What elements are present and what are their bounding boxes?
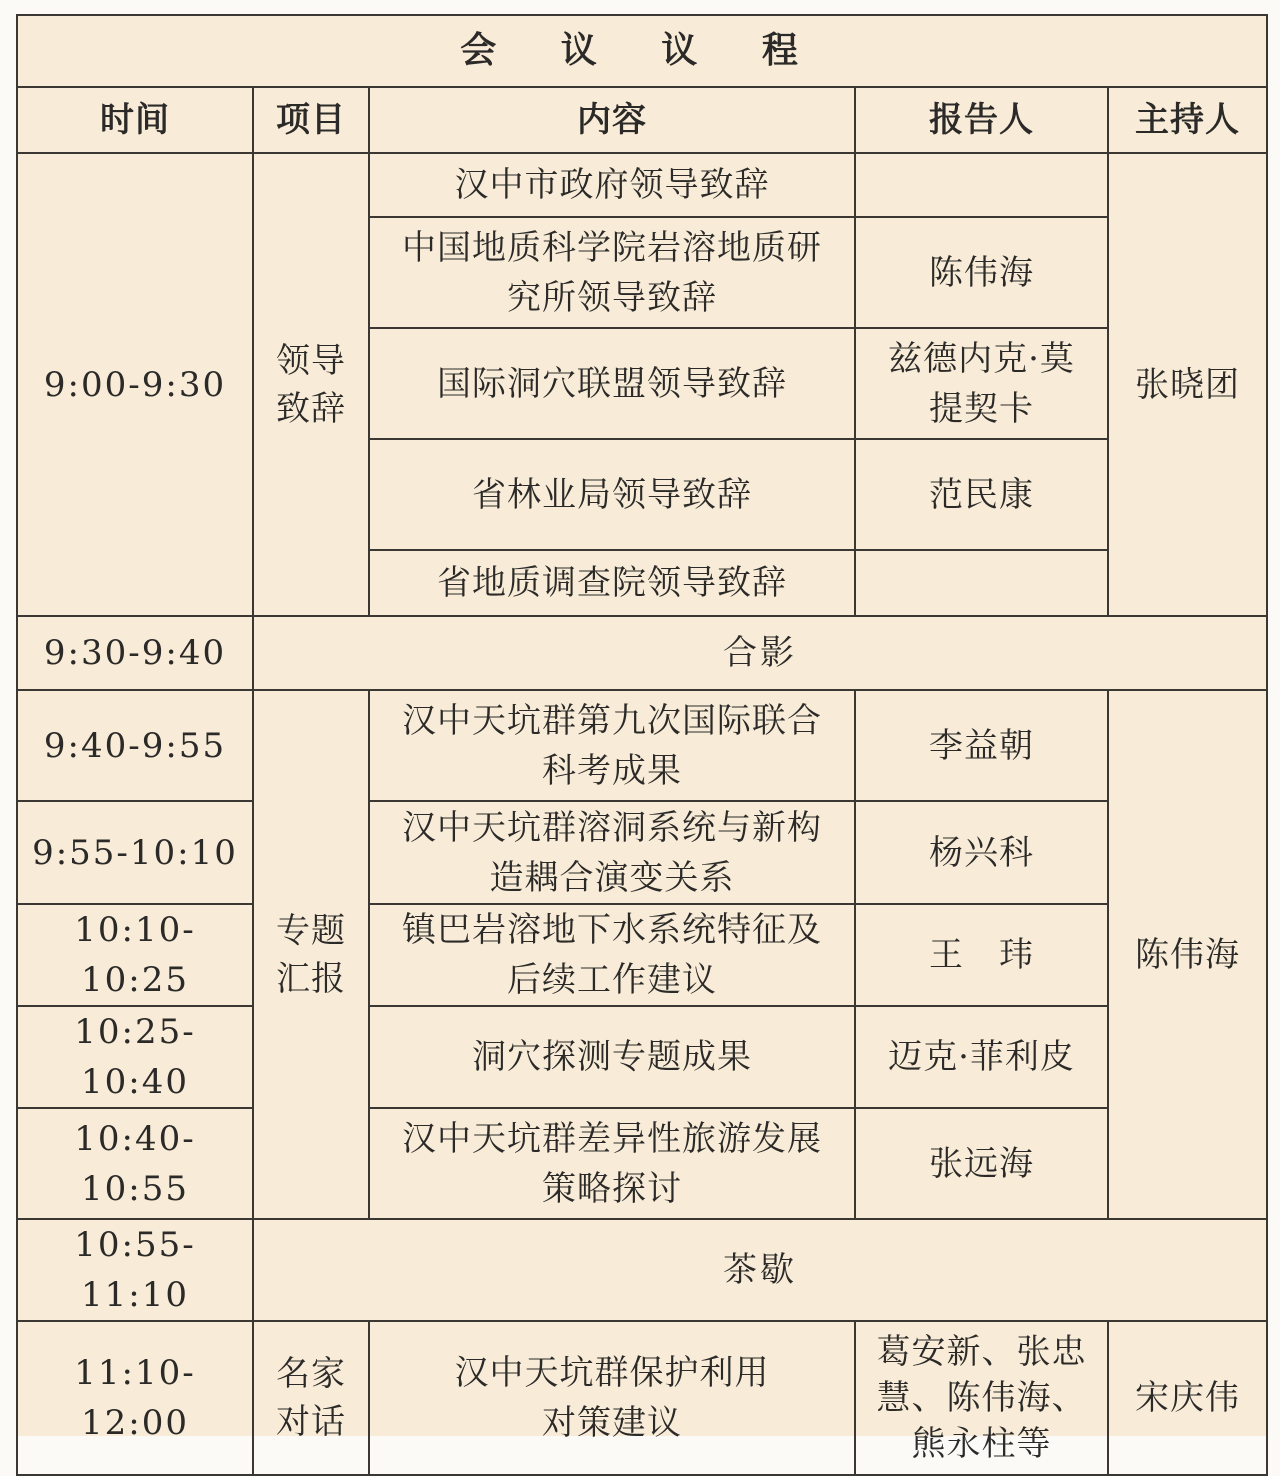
category-line: 领导 [276,340,346,381]
content-cell [369,1321,855,1475]
header-row [17,87,1267,153]
content-cell [369,904,855,1006]
reporter-cell [855,217,1108,328]
header-item: 项目 [253,87,369,153]
table-row [17,690,1267,801]
time-cell: 10:25-10:40 [17,1006,253,1108]
time-cell: 10:55-11:10 [17,1219,253,1321]
break-label: 合影 [253,616,1267,690]
reporter-cell [855,439,1108,550]
time-cell: 9:40-9:55 [17,690,253,801]
reporter-line: 范民康 [929,474,1034,515]
content-cell [369,1006,855,1108]
time-cell: 9:55-10:10 [17,801,253,904]
header-content: 内容 [369,87,855,153]
time-cell: 10:40-10:55 [17,1108,253,1219]
content-line: 汉中市政府领导致辞 [454,165,770,205]
reporter-cell [855,690,1108,801]
reporter-cell-empty [855,153,1108,217]
content-line: 策略探讨 [542,1168,682,1209]
category-line: 名家 [276,1354,346,1394]
reporter-line: 张远海 [929,1143,1034,1184]
header-reporter: 报告人 [855,87,1108,153]
table-row [17,616,1267,690]
reporter-line: 葛安新、张忠 [876,1332,1087,1372]
reporter-line: 杨兴科 [929,832,1034,873]
content-cell [369,153,855,217]
content-line: 汉中天坑群差异性旅游发展 [402,1118,822,1159]
content-line: 省林业局领导致辞 [472,474,752,515]
time-cell: 9:00-9:30 [17,153,253,616]
category-line: 汇报 [276,958,346,999]
content-line: 中国地质科学院岩溶地质研 [402,227,822,268]
content-line: 省地质调查院领导致辞 [437,563,787,603]
content-line: 汉中天坑群溶洞系统与新构 [402,807,822,848]
content-cell [369,550,855,616]
content-cell [369,1108,855,1219]
content-cell [369,439,855,550]
content-line: 镇巴岩溶地下水系统特征及 [402,910,822,950]
time-cell: 9:30-9:40 [17,616,253,690]
table-row [17,1006,1267,1108]
reporter-line: 陈伟海 [929,252,1034,293]
content-line: 洞穴探测专题成果 [472,1037,752,1077]
table-row [17,1108,1267,1219]
reporter-line: 兹德内克·莫 [888,338,1075,379]
content-line: 造耦合演变关系 [489,857,735,898]
category-cell [253,1321,369,1475]
agenda-table [16,14,1268,1476]
reporter-cell [855,801,1108,904]
table-row [17,1321,1267,1475]
time-cell: 10:10-10:25 [17,904,253,1006]
title-row [17,15,1267,87]
reporter-line: 王 玮 [929,935,1034,975]
reporter-cell [855,1006,1108,1108]
break-label: 茶歇 [253,1219,1267,1321]
reporter-cell [855,904,1108,1006]
agenda-title: 会 议 议 程 [17,15,1267,87]
reporter-cell [855,1321,1108,1475]
content-line: 汉中天坑群第九次国际联合 [402,700,822,741]
content-cell [369,217,855,328]
content-line: 汉中天坑群保护利用 [454,1353,770,1393]
table-row [17,153,1267,217]
category-line: 对话 [276,1402,346,1442]
agenda-sheet [16,14,1266,1464]
category-cell [253,153,369,616]
content-line: 后续工作建议 [507,960,717,1000]
host-cell: 张晓团 [1108,153,1267,616]
content-line: 国际洞穴联盟领导致辞 [437,363,787,404]
content-line: 究所领导致辞 [507,277,717,318]
content-cell [369,328,855,439]
reporter-cell [855,328,1108,439]
category-line: 专题 [276,910,346,951]
content-line: 科考成果 [542,750,682,791]
header-time: 时间 [17,87,253,153]
header-host: 主持人 [1108,87,1267,153]
reporter-line: 熊永柱等 [911,1424,1052,1464]
reporter-cell-empty [855,550,1108,616]
reporter-line: 迈克·菲利皮 [888,1037,1075,1077]
category-cell [253,690,369,1219]
host-cell: 陈伟海 [1108,690,1267,1219]
time-cell: 11:10-12:00 [17,1321,253,1475]
content-line: 对策建议 [542,1403,682,1443]
reporter-line: 提契卡 [929,388,1034,429]
content-cell [369,690,855,801]
category-line: 致辞 [276,388,346,429]
reporter-line: 慧、陈伟海、 [876,1378,1087,1418]
reporter-cell [855,1108,1108,1219]
host-cell: 宋庆伟 [1108,1321,1267,1475]
table-row [17,801,1267,904]
content-cell [369,801,855,904]
table-row [17,1219,1267,1321]
table-row [17,904,1267,1006]
reporter-line: 李益朝 [929,725,1034,766]
